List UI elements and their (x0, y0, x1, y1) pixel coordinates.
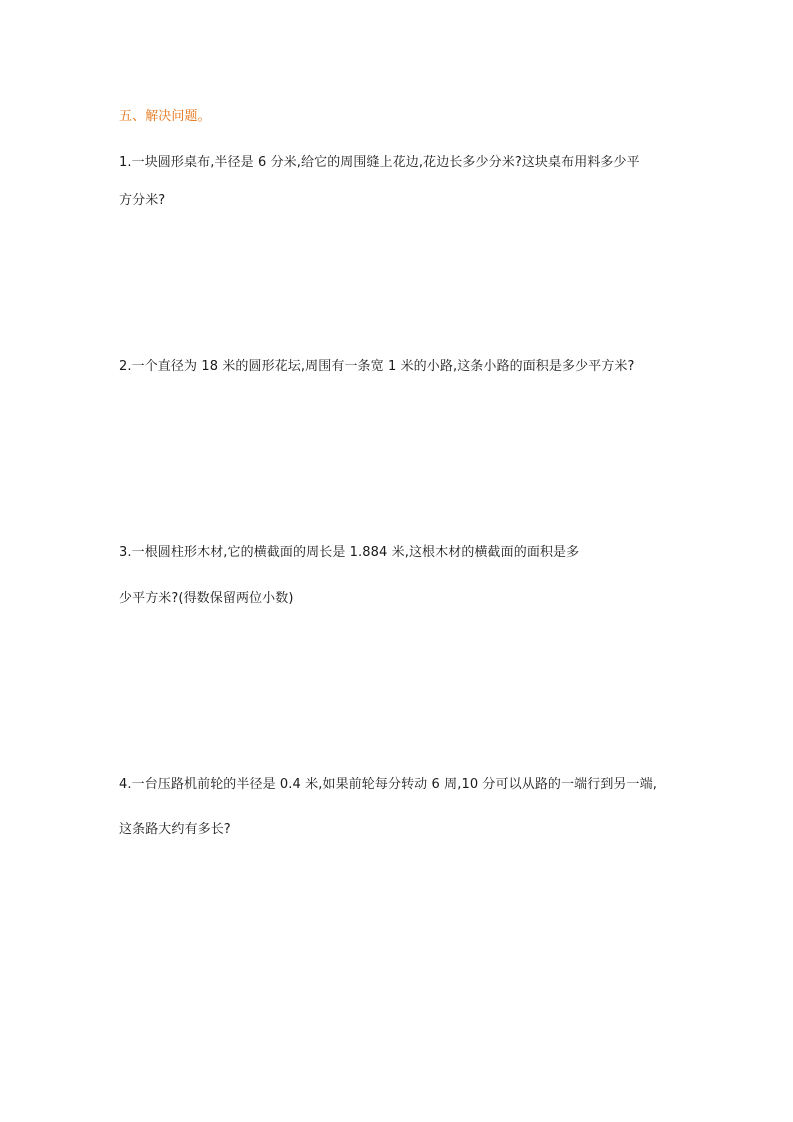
problem-4-line-2: 这条路大约有多长? (119, 822, 231, 837)
problem-1-line-2: 方分米? (119, 193, 166, 208)
problem-1-line-1: 1.一块圆形桌布,半径是 6 分米,给它的周围缝上花边,花边长多少分米?这块桌布用料多少平 (119, 155, 640, 170)
problem-3-line-2: 少平方米?(得数保留两位小数) (119, 591, 294, 606)
section-title: 五、解决问题。 (119, 109, 211, 124)
problem-4-line-1: 4.一台压路机前轮的半径是 0.4 米,如果前轮每分转动 6 周,10 分可以从路的一端行到另一端, (119, 777, 657, 792)
problem-2-line-1: 2.一个直径为 18 米的圆形花坛,周围有一条宽 1 米的小路,这条小路的面积是多少平方米? (119, 359, 635, 374)
problem-3-line-1: 3.一根圆柱形木材,它的横截面的周长是 1.884 米,这根木材的横截面的面积是多 (119, 545, 580, 560)
